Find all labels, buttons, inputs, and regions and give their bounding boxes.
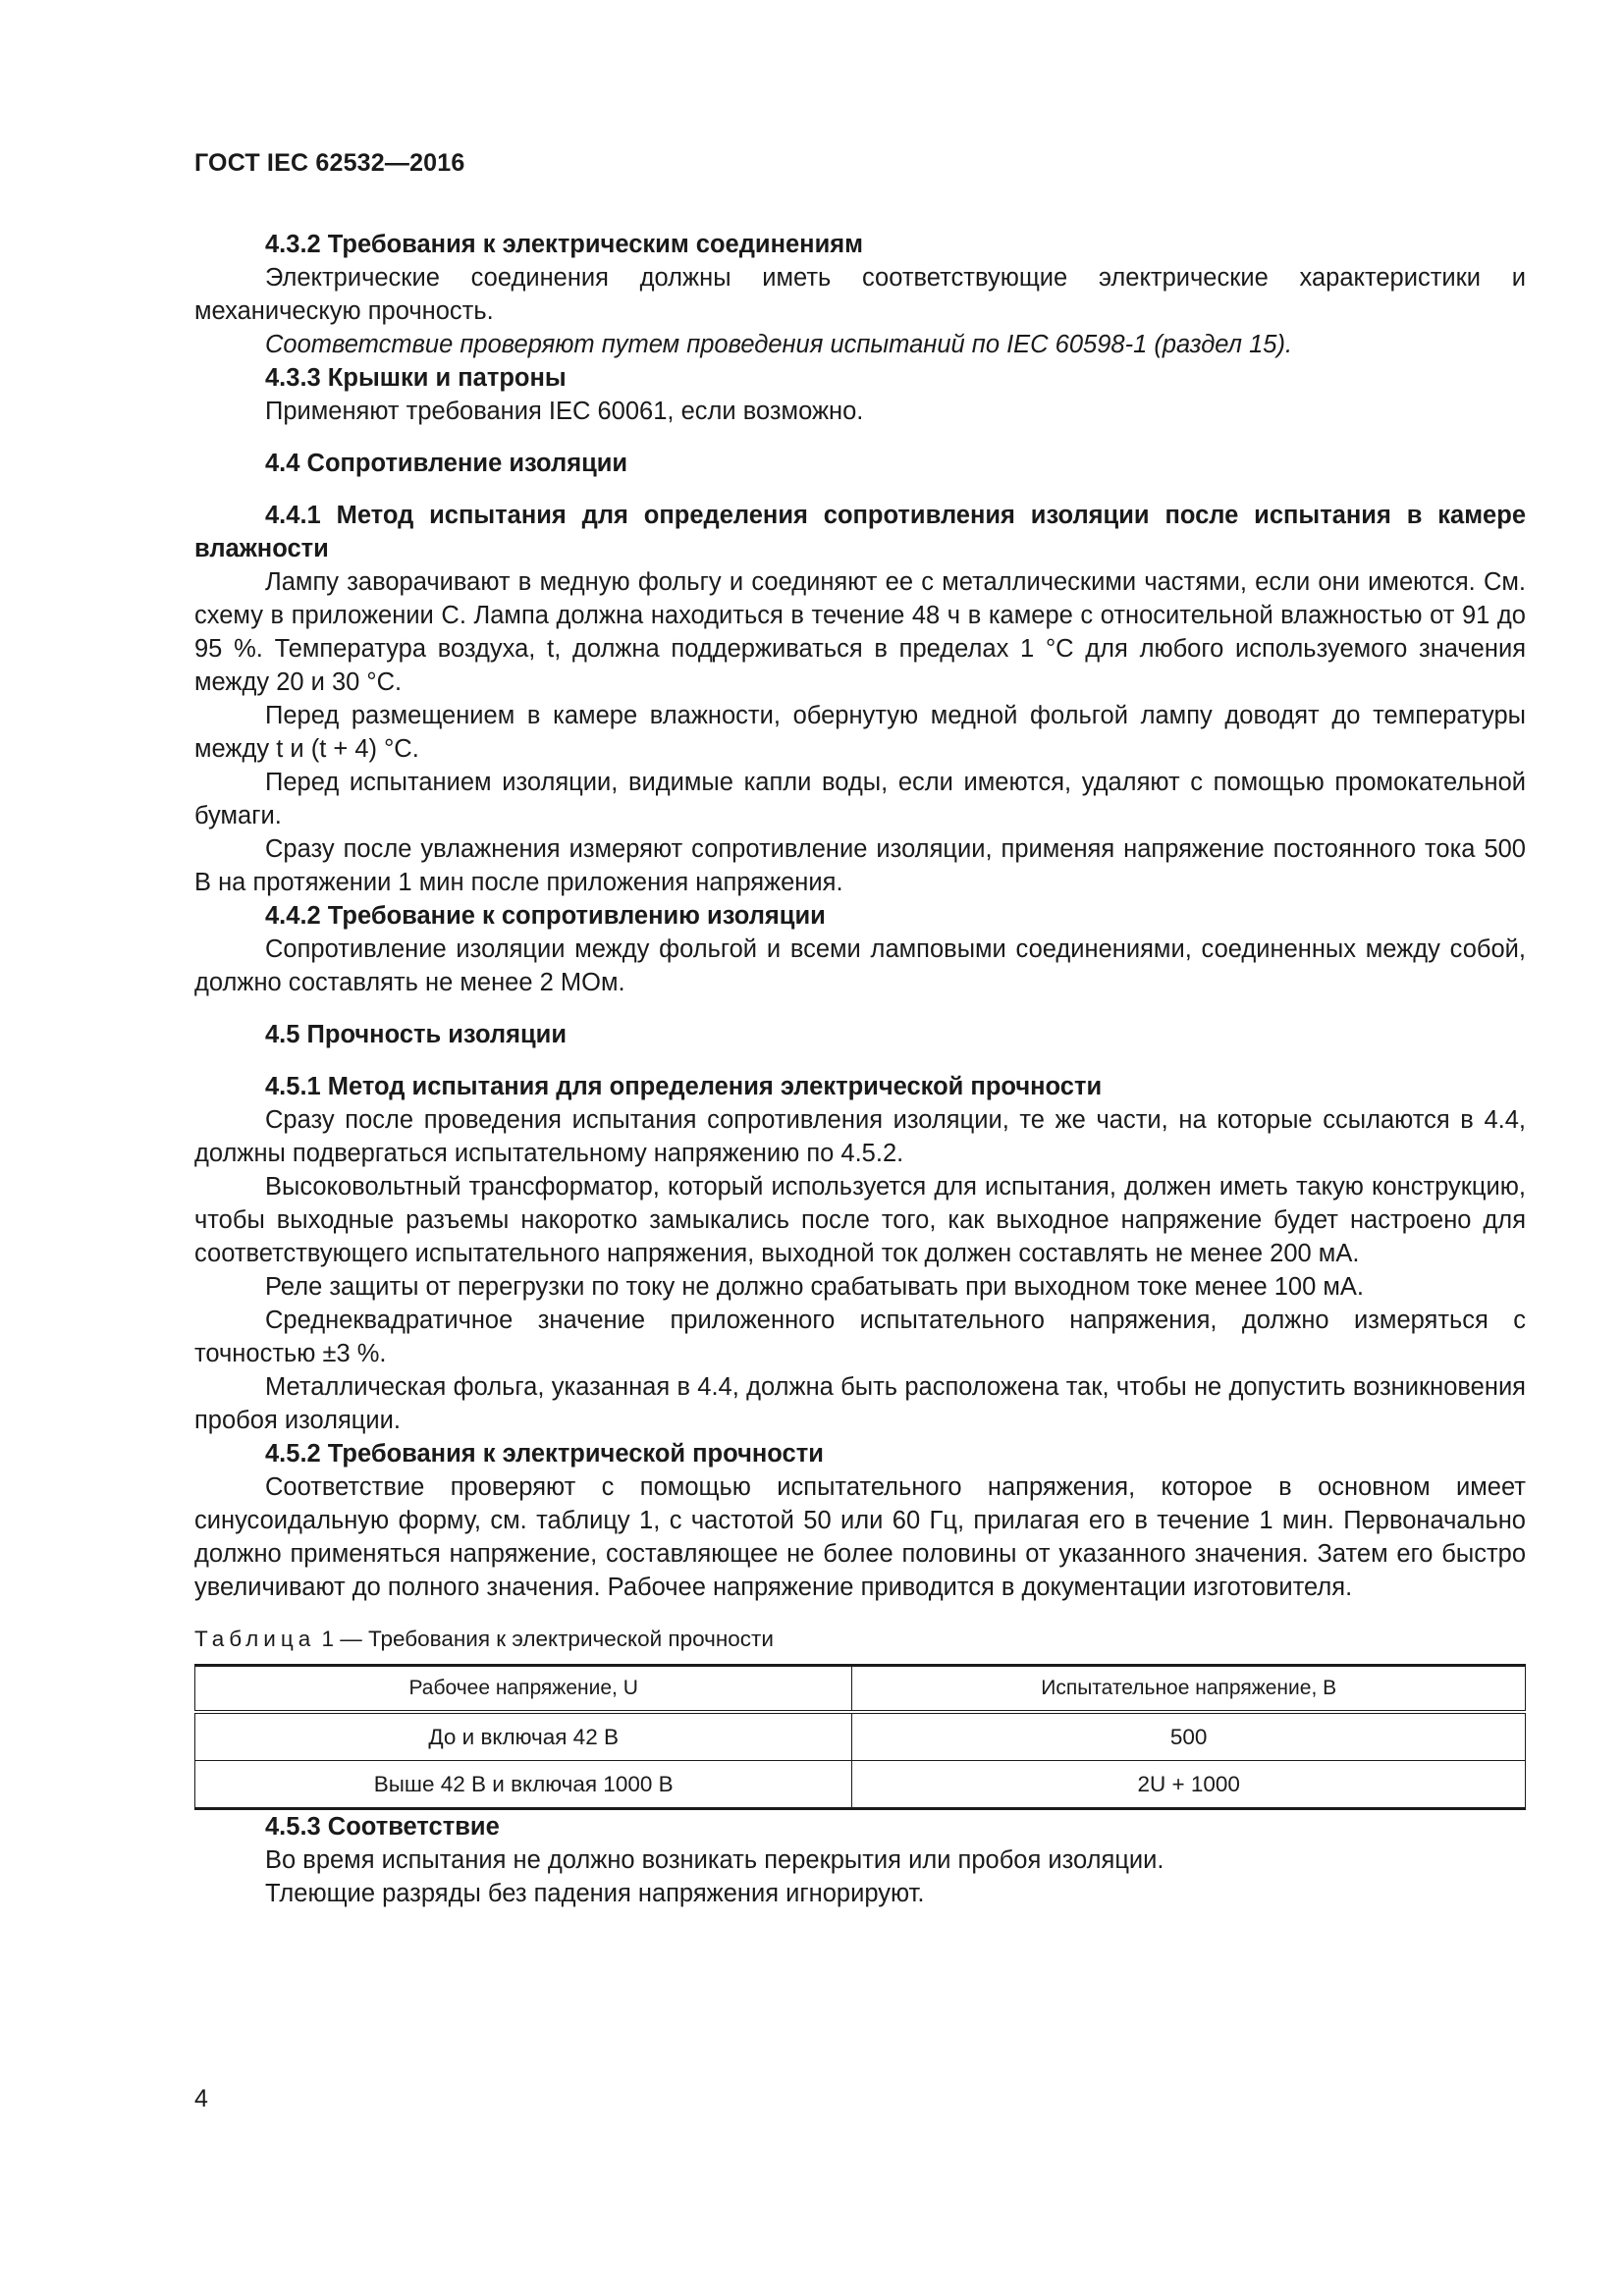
document-header: ГОСТ IEC 62532—2016 <box>194 149 465 177</box>
section-4-4-1-heading: 4.4.1 Метод испытания для определения сопротивления изоляции после испытания в камере влажности <box>194 502 1526 562</box>
table-header-row <box>195 1666 1526 1713</box>
section-4-4-1-paragraph-1: Лампу заворачивают в медную фольгу и соединяют ее с металлическими частями, если они имеются. См. схему в приложении С. Лампа должна находиться в течение 48 ч в камере с относительной влажностью от 91 до 95 %. Температура воздуха, t, должна поддерживаться в пределах 1 °С для любого используемого значения между 20 и 30 °С. <box>194 568 1526 696</box>
table-1-caption <box>194 1625 1526 1654</box>
section-4-4-1-paragraph-3: Перед испытанием изоляции, видимые капли воды, если имеются, удаляют с помощью промокательной бумаги. <box>194 769 1526 829</box>
table-1-caption-label: Таблица <box>194 1627 316 1651</box>
section-4-3-3-heading: 4.3.3 Крышки и патроны <box>265 364 567 392</box>
section-4-5-3-paragraph-2: Тлеющие разряды без падения напряжения игнорируют. <box>265 1880 925 1907</box>
section-4-3-3-paragraph-1: Применяют требования IEC 60061, если возможно. <box>265 398 864 425</box>
section-4-3-2-paragraph-1: Электрические соединения должны иметь соответствующие электрические характеристики и механическую прочность. <box>194 264 1526 325</box>
table-1 <box>194 1664 1526 1810</box>
section-4-5-1-heading: 4.5.1 Метод испытания для определения электрической прочности <box>265 1073 1103 1100</box>
section-4-5-1-paragraph-4: Среднеквадратичное значение приложенного испытательного напряжения, должно измеряться с точностью ±3 %. <box>194 1307 1526 1367</box>
cell-working-voltage: Выше 42 В и включая 1000 В <box>195 1761 852 1809</box>
page-number: 4 <box>194 2085 208 2112</box>
section-4-5-1-paragraph-2: Высоковольтный трансформатор, который используется для испытания, должен иметь такую конструкцию, чтобы выходные разъемы накоротко замыкались после того, как выходное напряжение будет настроено для соответствующего испытательного напряжения, выходной ток должен составлять не менее 200 мА. <box>194 1173 1526 1267</box>
section-4-5-3-paragraph-1: Во время испытания не должно возникать перекрытия или пробоя изоляции. <box>265 1846 1164 1874</box>
cell-test-voltage: 500 <box>852 1712 1526 1761</box>
section-4-4-2-heading: 4.4.2 Требование к сопротивлению изоляции <box>265 902 826 930</box>
table-row <box>195 1761 1526 1809</box>
section-4-4-1-paragraph-2: Перед размещением в камере влажности, обернутую медной фольгой лампу доводят до температуры между t и (t + 4) °С. <box>194 702 1526 763</box>
cell-working-voltage: До и включая 42 В <box>195 1712 852 1761</box>
section-4-4-1-paragraph-4: Сразу после увлажнения измеряют сопротивление изоляции, применяя напряжение постоянного тока 500 В на протяжении 1 мин после приложения напряжения. <box>194 835 1526 896</box>
section-4-4-2-paragraph-1: Сопротивление изоляции между фольгой и всеми ламповыми соединениями, соединенных между собой, должно составлять не менее 2 МОм. <box>194 935 1526 996</box>
section-4-3-2-heading: 4.3.2 Требования к электрическим соединениям <box>265 231 863 258</box>
section-4-5-2-heading: 4.5.2 Требования к электрической прочности <box>265 1440 824 1468</box>
table-1-caption-title: 1 — Требования к электрической прочности <box>315 1627 774 1651</box>
page-body <box>194 228 1526 1910</box>
section-4-5-1-paragraph-1: Сразу после проведения испытания сопротивления изоляции, те же части, на которые ссылаются в 4.4, должны подвергаться испытательному напряжению по 4.5.2. <box>194 1106 1526 1167</box>
section-4-5-2-paragraph-1: Соответствие проверяют с помощью испытательного напряжения, которое в основном имеет синусоидальную форму, см. таблицу 1, с частотой 50 или 60 Гц, прилагая его в течение 1 мин. Первоначально должно применяться напряжение, составляющее не более половины от указанного значения. Затем его быстро увеличивают до полного значения. Рабочее напряжение приводится в документации изготовителя. <box>194 1473 1526 1601</box>
section-4-3-2-compliance-note: Соответствие проверяют путем проведения испытаний по IEC 60598-1 (раздел 15). <box>265 331 1293 358</box>
column-header-working-voltage: Рабочее напряжение, U <box>195 1666 852 1713</box>
table-row <box>195 1712 1526 1761</box>
column-header-test-voltage: Испытательное напряжение, В <box>852 1666 1526 1713</box>
section-4-5-1-paragraph-5: Металлическая фольга, указанная в 4.4, должна быть расположена так, чтобы не допустить возникновения пробоя изоляции. <box>194 1373 1526 1434</box>
section-4-5-3-heading: 4.5.3 Соответствие <box>265 1813 500 1841</box>
section-4-5-heading: 4.5 Прочность изоляции <box>265 1021 568 1048</box>
section-4-4-heading: 4.4 Сопротивление изоляции <box>265 450 628 477</box>
section-4-5-1-paragraph-3: Реле защиты от перегрузки по току не должно срабатывать при выходном токе менее 100 мА. <box>265 1273 1364 1301</box>
cell-test-voltage: 2U + 1000 <box>852 1761 1526 1809</box>
